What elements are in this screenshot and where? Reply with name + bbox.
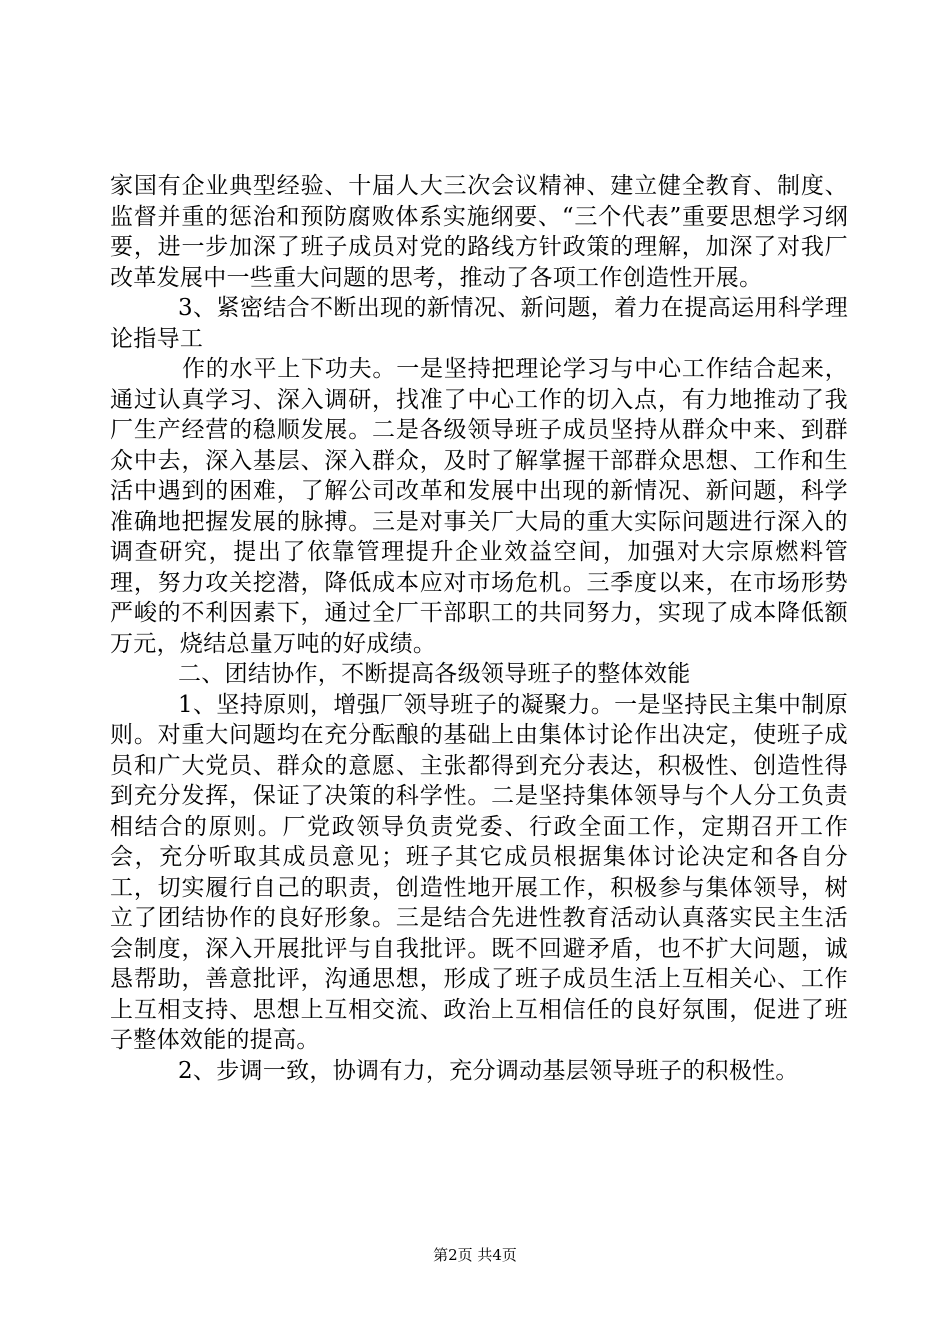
- paragraph-item-3-heading: 3、紧密结合不断出现的新情况、新问题，着力在提高运用科学理论指导工: [110, 295, 848, 352]
- paragraph-continued-study: 家国有企业典型经验、十届人大三次会议精神、建立健全教育、制度、监督并重的惩治和预防腐败体系实施纲要、“三个代表”重要思想学习纲要，进一步加深了班子成员对党的路线方针政策的理解，加深了对我厂改革发展中一些重大问题的思考，推动了各项工作创造性开展。: [110, 173, 848, 291]
- page-number-footer: 第2页 共4页: [433, 1246, 517, 1264]
- section-heading-two: 二、团结协作，不断提高各级领导班子的整体效能: [178, 661, 691, 687]
- paragraph-item-1: 1、坚持原则，增强厂领导班子的凝聚力。一是坚持民主集中制原则。对重大问题均在充分酝酿的基础上由集体讨论作出决定，使班子成员和广大党员、群众的意愿、主张都得到充分表达，积极性、创造性得到充分发挥，保证了决策的科学性。二是坚持集体领导与个人分工负责相结合的原则。厂党政领导负责党委、行政全面工作，定期召开工作会，充分听取其成员意见；班子其它成员根据集体讨论决定和各自分工，切实履行自己的职责，创造性地开展工作，积极参与集体领导，树立了团结协作的良好形象。三是结合先进性教育活动认真落实民主生活会制度，深入开展批评与自我批评。既不回避矛盾，也不扩大问题，诚恳帮助，善意批评，沟通思想，形成了班子成员生活上互相关心、工作上互相支持、思想上互相交流、政治上互相信任的良好氛围，促进了班子整体效能的提高。: [110, 691, 848, 1053]
- document-body: [110, 171, 848, 1086]
- paragraph-item-2: 2、步调一致，协调有力，充分调动基层领导班子的积极性。: [178, 1057, 799, 1084]
- paragraph-item-3-body: 作的水平上下功夫。一是坚持把理论学习与中心工作结合起来，通过认真学习、深入调研，找准了中心工作的切入点，有力地推动了我厂生产经营的稳顺发展。二是各级领导班子成员坚持从群众中来、到群众中去，深入基层、深入群众，及时了解掌握干部群众思想、工作和生活中遇到的困难，了解公司改革和发展中出现的新情况、新问题，科学准确地把握发展的脉搏。三是对事关厂大局的重大实际问题进行深入的调查研究，提出了依靠管理提升企业效益空间，加强对大宗原燃料管理，努力攻关挖潜，降低成本应对市场危机。三季度以来，在市场形势严峻的不利因素下，通过全厂干部职工的共同努力，实现了成本降低额万元，烧结总量万吨的好成绩。: [110, 356, 848, 657]
